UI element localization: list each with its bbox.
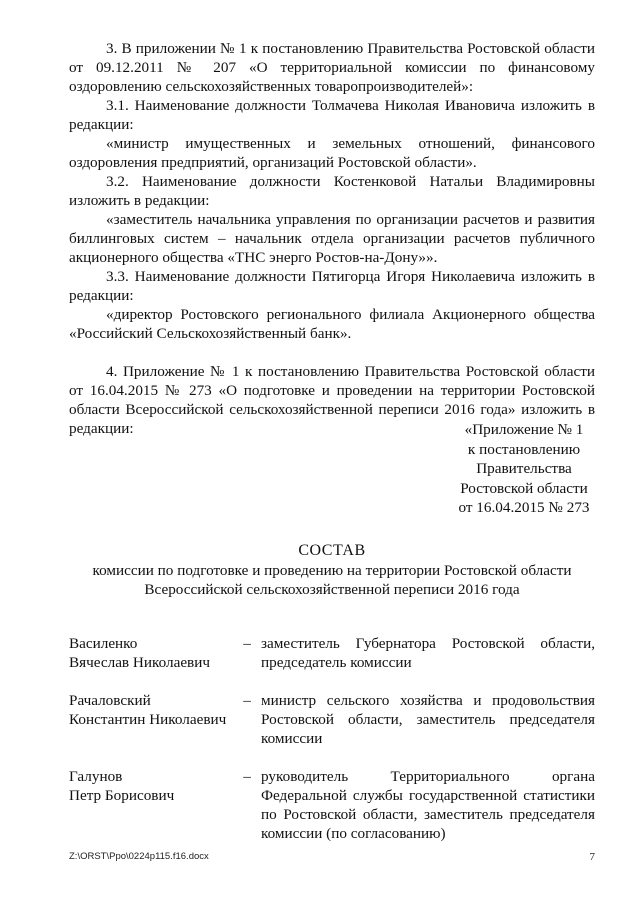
composition-subtitle: комиссии по подготовке и проведению на территории Ростовской области: [92, 562, 572, 579]
paragraph-3-2: 3.2. Наименование должности Костенковой Натальи Владимировны изложить в редакции:: [69, 173, 595, 209]
paragraph-spacer: [69, 343, 595, 362]
paragraph-3-3: 3.3. Наименование должности Пятигорца Игоря Николаевича изложить в редакции:: [69, 268, 595, 304]
member-name: [69, 634, 239, 672]
appendix-line: «Приложение № 1: [464, 421, 584, 438]
file-path: Z:\ORST\Ppo\0224p115.f16.docx: [69, 851, 209, 862]
member-row: [69, 767, 595, 843]
member-role: руководитель Территориального органа Федеральной службы государственной статистики по Ростовской области, заместитель председателя комиссии (по согласованию): [261, 768, 595, 842]
member-name: [69, 691, 239, 729]
paragraph-4: 4. Приложение № 1 к постановлению Правительства Ростовской области от 16.04.2015 № 273 «О подготовке и проведении на территории Ростовской области Всероссийской сельскохозяйственной переписи 2016 года» изложить в редакции:: [69, 363, 595, 437]
member-role: заместитель Губернатора Ростовской области, председатель комиссии: [261, 635, 595, 671]
appendix-line: к постановлению: [467, 440, 581, 458]
paragraph-3-3-quote: «директор Ростовского регионального филиала Акционерного общества «Российский Сельскохозяйственный банк».: [69, 306, 595, 342]
paragraph-3: 3. В приложении № 1 к постановлению Правительства Ростовской области от 09.12.2011 № 207 «О территориальной комиссии по финансовому оздоровлению сельскохозяйственных товаропроизводителей»:: [69, 40, 595, 95]
member-given-name: Петр Борисович: [69, 787, 175, 804]
document-body: [69, 39, 595, 438]
composition-subtitle: Всероссийской сельскохозяйственной переписи 2016 года: [144, 581, 520, 598]
member-name: [69, 767, 239, 805]
appendix-line: Ростовской области: [460, 479, 588, 497]
paragraph-3-2-quote: «заместитель начальника управления по организации расчетов и развития биллинговых систем – начальник отдела организации расчетов публичного акционерного общества «ТНС энерго Ростов-на-Дону»».: [69, 211, 595, 266]
composition-title-block: [69, 541, 595, 599]
member-row: [69, 634, 595, 672]
page-number: 7: [589, 851, 595, 863]
composition-title: СОСТАВ: [298, 542, 366, 559]
member-list: [69, 634, 595, 862]
member-surname: Галунов: [69, 768, 123, 785]
appendix-line: Правительства: [476, 460, 572, 477]
member-dash: –: [243, 635, 251, 652]
appendix-header: [440, 420, 608, 518]
member-dash: –: [243, 768, 251, 785]
member-given-name: Вячеслав Николаевич: [69, 654, 210, 671]
member-given-name: Константин Николаевич: [69, 711, 227, 728]
paragraph-3-1: 3.1. Наименование должности Толмачева Николая Ивановича изложить в редакции:: [69, 97, 595, 133]
member-dash: –: [243, 692, 251, 709]
member-row: [69, 691, 595, 748]
member-role: министр сельского хозяйства и продовольствия Ростовской области, заместитель председателя комиссии: [261, 692, 595, 747]
member-surname: Рачаловский: [69, 692, 151, 709]
paragraph-3-1-quote: «министр имущественных и земельных отношений, финансового оздоровления предприятий, организаций Ростовской области».: [69, 135, 595, 171]
appendix-line: от 16.04.2015 № 273: [458, 499, 590, 516]
member-surname: Василенко: [69, 635, 138, 652]
